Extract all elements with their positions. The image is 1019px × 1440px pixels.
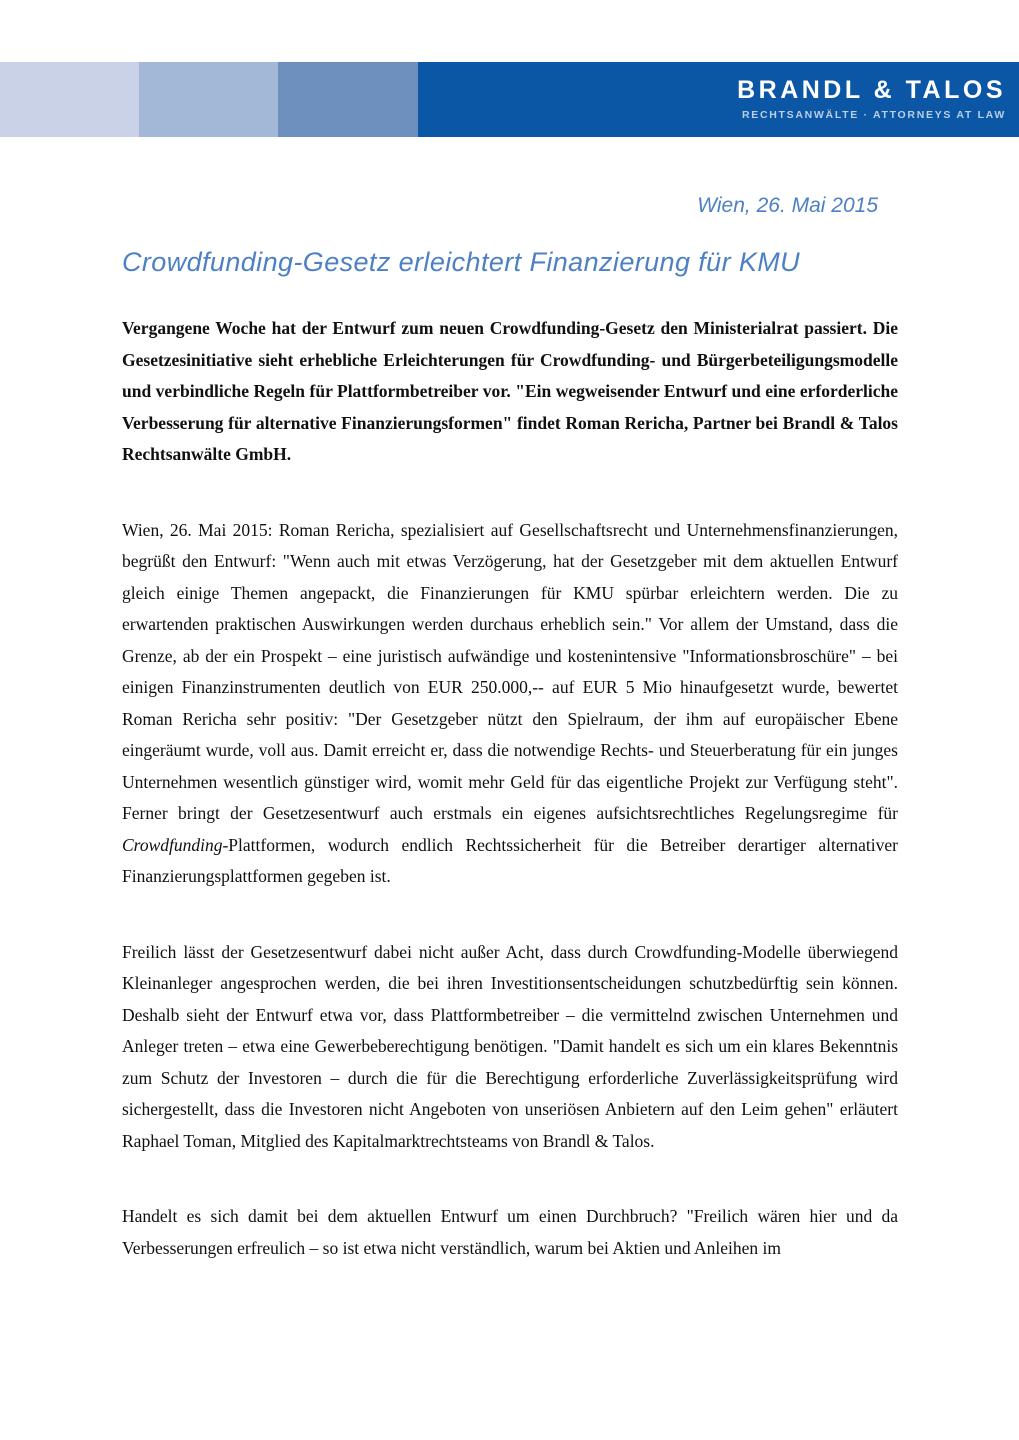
header-gradient-block-2 xyxy=(139,62,278,137)
lead-paragraph: Vergangene Woche hat der Entwurf zum neuen Crowdfunding-Gesetz den Ministerialrat passiert. Die Gesetzesinitiative sieht erhebliche Erleichterungen für Crowdfunding- und Bürgerbeteiligungsmodelle und verbindliche Regeln für Plattformbetreiber vor. "Ein wegweisender Entwurf und eine erforderliche Verbesserung für alternative Finanzierungsformen" findet Roman Rericha, Partner bei Brandl & Talos Rechtsanwälte GmbH. xyxy=(122,318,898,464)
document-content xyxy=(0,137,1019,1308)
company-tagline: RECHTSANWÄLTE · ATTORNEYS AT LAW xyxy=(742,109,1006,122)
header-logo-block xyxy=(418,62,1019,137)
body-text xyxy=(122,313,898,1264)
header-gradient-block-1 xyxy=(0,62,139,137)
header-bar xyxy=(0,62,1019,137)
paragraph-statement-part2: -Plattformen, wodurch endlich Rechtssicherheit für die Betreiber derartiger alternativer Finanzierungsplattformen gegeben ist. xyxy=(122,834,898,886)
paragraph-statement-part1: Wien, 26. Mai 2015: Roman Rericha, spezialisiert auf Gesellschaftsrecht und Unternehmensfinanzierungen, begrüßt den Entwurf: "Wenn auch mit etwas Verzögerung, hat der Gesetzgeber mit dem aktuellen Entwurf gleich einige Themen angepackt, die Finanzierungen für KMU spürbar erleichtern werden. Die zu erwartenden praktischen Auswirkungen werden durchaus erheblich sein." Vor allem der Umstand, dass die Grenze, ab der ein Prospekt – eine juristisch aufwändige und kostenintensive "Informationsbroschüre" – bei einigen Finanzinstrumenten deutlich von EUR 250.000,-- auf EUR 5 Mio hinaufgesetzt wurde, bewertet Roman Rericha sehr positiv: "Der Gesetzgeber nützt den Spielraum, der ihm auf europäischer Ebene eingeräumt wurde, voll aus. Damit erreicht er, dass die notwendige Rechts- und Steuerberatung für ein junges Unternehmen wesentlich günstiger wird, womit mehr Geld für das eigentliche Projekt zur Verfügung steht". Ferner bringt der Gesetzesentwurf auch erstmals ein eigenes aufsichtsrechtliches Regelungsregime für xyxy=(122,519,898,823)
paragraph-statement-italic-term: Crowdfunding xyxy=(122,834,223,855)
paragraph-statement xyxy=(122,515,898,893)
header-gradient-block-3 xyxy=(278,62,418,137)
paragraph-investor-protection: Freilich lässt der Gesetzesentwurf dabei nicht außer Acht, dass durch Crowdfunding-Modelle überwiegend Kleinanleger angesprochen werden, die bei ihren Investitionsentscheidungen schutzbedürftig sein können. Deshalb sieht der Entwurf etwa vor, dass Plattformbetreiber – die vermittelnd zwischen Unternehmen und Anleger treten – etwa eine Gewerbeberechtigung benötigen. "Damit handelt es sich um ein klares Bekenntnis zum Schutz der Investoren – durch die für die Berechtigung erforderliche Zuverlässigkeitsprüfung wird sichergestellt, dass die Investoren nicht Angeboten von unseriösen Anbietern auf den Leim gehen" erläutert Raphael Toman, Mitglied des Kapitalmarktrechtsteams von Brandl & Talos. xyxy=(122,941,898,1151)
page-title: Crowdfunding-Gesetz erleichtert Finanzierung für KMU xyxy=(122,247,801,277)
company-logo: BRANDL & TALOS xyxy=(737,76,1006,105)
dateline: Wien, 26. Mai 2015 xyxy=(697,194,878,217)
paragraph-conclusion: Handelt es sich damit bei dem aktuellen Entwurf um einen Durchbruch? "Freilich wären hier und da Verbesserungen erfreulich – so ist etwa nicht verständlich, warum bei Aktien und Anleihen im xyxy=(122,1206,898,1258)
